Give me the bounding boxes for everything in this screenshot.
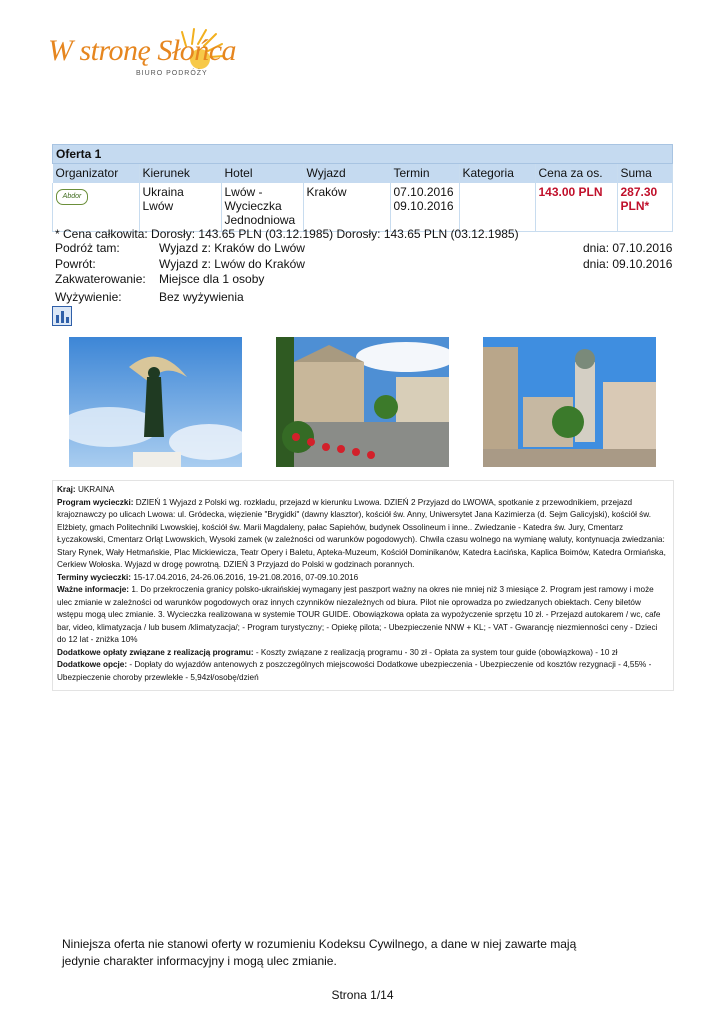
outbound-label: Podróż tam:	[55, 241, 120, 255]
total-price-amount: 287.30	[620, 185, 658, 199]
brand-subtitle: BIURO PODRÓŻY	[136, 70, 208, 77]
organizer-cell	[53, 183, 140, 232]
travel-outbound	[55, 241, 673, 255]
header-hotel: Hotel	[221, 164, 303, 184]
travel-return	[55, 257, 673, 271]
accommodation	[55, 272, 670, 286]
header-kategoria: Kategoria	[459, 164, 535, 184]
country-value: UKRAINA	[77, 485, 115, 494]
fees-value: - Koszty związane z realizacją programu - 30 zł - Opłata za system tour guide (obowiązkowa) - 10 zł	[255, 647, 618, 657]
termin-start: 07.10.2016	[393, 185, 454, 199]
program-line	[57, 497, 667, 572]
return-value: Wyjazd z: Lwów do Kraków	[159, 257, 305, 271]
dates-value: 15-17.04.2016, 24-26.06.2016, 19-21.08.2016, 07-09.10.2016	[133, 572, 359, 582]
important-value: 1. Do przekroczenia granicy polsko-ukraińskiej wymagany jest paszport ważny na okres nie mniej niż 3 miesiące 2. Program jest ramowy i może ulec zmianie w zależności od warunków pogodowych oraz innych czynników niezależnych od biura. Pilot nie oprowadza po zwiedzanych obiektach. Ceny biletów wstępu mogą ulec zmianie. 3. Wycieczka realizowana w systemie TOUR GUIDE. Obowiązkowa opłata za wypożyczenie sprzętu 10 zł. - Przejazd autokarem / wc, cafe bar, video, klimatyzacja / lub busem /klimatyzacja/; - Program turystyczny; - Opiekę pilota; - Ubezpieczenie NNW + KL; - VAT - Gwarancję niezmienności ceny - Dzieci do 12 lat - zniżka 10%	[57, 585, 661, 644]
offer-title: Oferta 1	[53, 145, 673, 164]
hotel-line-1: Lwów -	[224, 185, 263, 199]
offer-header-row	[53, 164, 673, 184]
photo-opera	[276, 337, 449, 467]
accommodation-value: Miejsce dla 1 osoby	[159, 272, 265, 286]
return-label: Powrót:	[55, 257, 96, 271]
important-label: Ważne informacje:	[57, 585, 130, 594]
board-label: Wyżywienie:	[55, 290, 122, 304]
termin-end: 09.10.2016	[393, 199, 454, 213]
price-per-person: 143.00 PLN	[535, 183, 617, 232]
header-termin: Termin	[390, 164, 459, 184]
board-value: Bez wyżywienia	[159, 290, 244, 304]
kategoria-cell	[459, 183, 535, 232]
photo-statue	[69, 337, 242, 467]
country-line	[57, 484, 667, 497]
fees-line	[57, 647, 667, 660]
country-label: Kraj:	[57, 485, 76, 494]
brand-name: W stronę Słońca	[48, 34, 237, 67]
company-logo	[48, 26, 237, 86]
kierunek-cell	[139, 183, 221, 232]
options-value: - Dopłaty do wyjazdów antenowych z poszczególnych miejscowości Dodatkowe ubezpieczenia - Ubezpieczenie od kosztów rezygnacji - 4,55% - Ubezpieczenie choroby przewlekłe - 5,94zł/osobę/dzień	[57, 660, 652, 682]
offer-row	[53, 183, 673, 232]
header-suma: Suma	[617, 164, 673, 184]
program-label: Program wycieczki:	[57, 497, 134, 507]
hotel-line-3: Jednodniowa	[224, 213, 296, 227]
photo-square	[483, 337, 656, 467]
dates-label: Terminy wycieczki:	[57, 572, 132, 582]
hotel-line-2: Wycieczka	[224, 199, 282, 213]
header-organizator: Organizator	[53, 164, 140, 184]
chart-icon[interactable]	[52, 306, 72, 326]
options-label: Dodatkowe opcje:	[57, 660, 128, 669]
header-kierunek: Kierunek	[139, 164, 221, 184]
board	[55, 290, 670, 304]
outbound-date: dnia: 07.10.2016	[583, 241, 673, 255]
organizer-logo: Abdor	[56, 189, 88, 205]
header-cena: Cena za os.	[535, 164, 617, 184]
offer-table	[52, 144, 673, 232]
fees-label: Dodatkowe opłaty związane z realizacją programu:	[57, 647, 254, 657]
kierunek-country: Ukraina	[142, 185, 184, 199]
page-number: Strona 1/14	[331, 988, 394, 1002]
dates-line	[57, 572, 667, 585]
wyjazd-cell: Kraków	[303, 183, 390, 232]
total-price	[617, 183, 673, 232]
hotel-cell	[221, 183, 303, 232]
kierunek-city: Lwów	[142, 199, 174, 213]
program-value: DZIEŃ 1 Wyjazd z Polski wg. rozkładu, przejazd w kierunku Lwowa. DZIEŃ 2 Przyjazd do LWOWA, spotkanie z przewodnikiem, przejazd krajoznawczy po ulicach Lwowa: ul. Gródecka, więzienie "Brygidki" (dawny klasztor), kościół św. Anny, Uniwersytet Jana Kazimierza (d. Sejm Galicyjski), kościół św. Elżbiety, gmach Politechniki Lwowskiej, kościół św. Marii Magdaleny, pałac Sapiehów, budynek Ossolineum i inne.. Zwiedzanie - Katedra św. Jury, Cmentarz Łyczakowski, Cmentarz Orląt Lwowskich, Wysoki zamek (w zależności od warunków pogodowych). Chwila czasu wolnego na wymianę waluty, kontynuacja zwiedzania: Stary Rynek, Wały Hetmańskie, Plac Mickiewicza, Teatr Opery i Baletu, Apteka-Muzeum, Kościół Dominikanów, Katedra Łacińska, Kaplica Boimów, Katedra Ormiańska, Cerkiew Wołoska. Wyjazd w drogę powrotną. DZIEŃ 3 Przyjazd do Polski w godzinach porannych.	[57, 497, 666, 569]
return-date: dnia: 09.10.2016	[583, 257, 673, 271]
accommodation-label: Zakwaterowanie:	[55, 272, 146, 286]
termin-cell	[390, 183, 459, 232]
outbound-value: Wyjazd z: Kraków do Lwów	[159, 241, 305, 255]
total-price-currency: PLN*	[620, 199, 650, 213]
price-note: * Cena całkowita: Dorosły: 143.65 PLN (03.12.1985) Dorosły: 143.65 PLN (03.12.1985)	[55, 227, 519, 241]
important-line	[57, 584, 667, 647]
offer-description	[52, 480, 674, 691]
options-line	[57, 659, 667, 684]
header-wyjazd: Wyjazd	[303, 164, 390, 184]
disclaimer: Niniejsza oferta nie stanowi oferty w rozumieniu Kodeksu Cywilnego, a dane w niej zawarte mają jedynie charakter informacyjny i mogą ulec zmianie.	[62, 937, 577, 968]
